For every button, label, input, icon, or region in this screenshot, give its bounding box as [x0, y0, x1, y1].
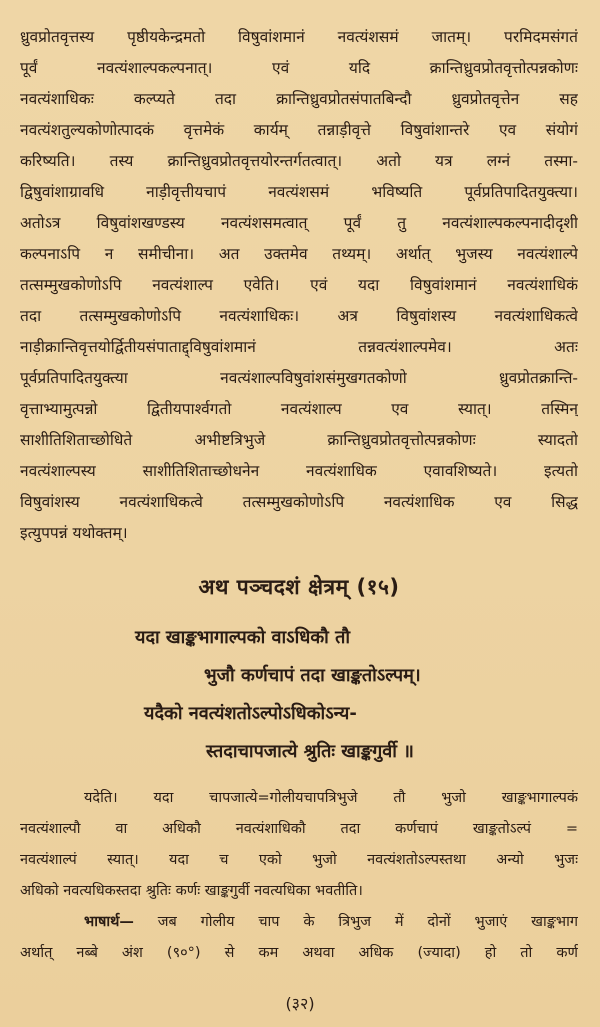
prose-line: करिष्यति। तस्य क्रान्तिध्रुवप्रोतवृत्तयोरन्तर्गतत्वात्। अतो यत्र लग्नं तस्मा- [20, 152, 578, 170]
prose-line: साशीतिशिताच्छोधिते अभीष्टत्रिभुजे क्रान्तिध्रुवप्रोतवृत्तोत्पन्नकोणः स्यादतो [20, 431, 578, 449]
section-heading: अथ पञ्चदशं क्षेत्रम् (१५) [198, 575, 400, 599]
translation-line: अर्थात् नब्बे अंश (९०°) से कम अथवा अधिक (ज्यादा) हो तो कर्ण [20, 945, 578, 961]
prose-line: तत्सम्मुखकोणोऽपि नवत्यंशाल्प एवेति। एवं यदा विषुवांशमानं नवत्यंशाधिकं [20, 276, 578, 294]
prose-line: नवत्यंशाधिकः कल्प्यते तदा क्रान्तिध्रुवप्रोतसंपातबिन्दौ ध्रुवप्रोतवृत्तेन सह [20, 90, 578, 108]
commentary-line: यदेति। यदा चापजात्ये=गोलीयचापत्रिभुजे तौ भुजो खाङ्कभागाल्पकं [84, 790, 578, 806]
commentary-line: अधिको नवत्यधिकस्तदा श्रुतिः कर्णः खाङ्कगुर्वी नवत्यधिका भवतीति। [20, 883, 363, 899]
verse-line: भुजौ कर्णचापं तदा खाङ्कतोऽल्पम्। [204, 665, 421, 686]
translation-line [20, 907, 578, 938]
prose-line: पूर्वं नवत्यंशाल्पकल्पनात्। एवं यदि क्रान्तिध्रुवप्रोतवृत्तोत्पन्नकोणः [20, 59, 578, 77]
prose-line: नाड़ीक्रान्तिवृत्तयोर्द्वितीयसंपाताद्द्विषुवांशमानं तन्नवत्यंशाल्पमेव। अतः [20, 338, 578, 356]
verse-line: यदैको नवत्यंशतोऽल्पोऽधिकोऽन्य- [144, 703, 357, 724]
prose-line: इत्युपपन्नं यथोक्तम्। [20, 524, 128, 542]
prose-line: नवत्यंशाल्पस्य साशीतिशिताच्छोधनेन नवत्यंशाधिक एवावशिष्यते। इत्यतो [20, 462, 578, 480]
translation-paragraph [20, 907, 578, 969]
prose-line: द्विषुवांशाग्रावधि नाड़ीवृत्तीयचापं नवत्यंशसमं भविष्यति पूर्वप्रतिपादितयुक्त्या। [20, 183, 578, 201]
verse-line: स्तदाचापजात्ये श्रुतिः खाङ्कगुर्वी ॥ [206, 741, 414, 762]
prose-line: तदा तत्सम्मुखकोणोऽपि नवत्यंशाधिकः। अत्र विषुवांशस्य नवत्यंशाधिकत्वे [20, 307, 578, 325]
commentary-line: नवत्यंशाल्पं स्यात्। यदा च एको भुजो नवत्यंशतोऽल्पस्तथा अन्यो भुजः [20, 852, 578, 868]
commentary-paragraph [20, 783, 578, 907]
prose-paragraph [20, 22, 578, 549]
verse-line: यदा खाङ्कभागाल्पको वाऽधिकौ तौ [135, 627, 350, 648]
page-number: (३२) [285, 994, 315, 1013]
commentary-line: नवत्यंशाल्पौ वा अधिकौ नवत्यंशाधिकौ तदा कर्णचापं खाङ्कतोऽल्पं = [20, 821, 578, 837]
translation-text: जब गोलीय चाप के त्रिभुज में दोनों भुजाएं खाङ्कभाग [133, 914, 578, 930]
prose-line: विषुवांशस्य नवत्यंशाधिकत्वे तत्सम्मुखकोणोऽपि नवत्यंशाधिक एव सिद्ध [20, 493, 578, 511]
prose-line: नवत्यंशतुल्यकोणोत्पादकं वृत्तमेकं कार्यम् तन्नाड़ीवृत्ते विषुवांशान्तरे एव संयोगं [20, 121, 578, 139]
prose-line: पूर्वप्रतिपादितयुक्त्या नवत्यंशाल्पविषुवांशसंमुखगतकोणो ध्रुवप्रोतक्रान्ति- [20, 369, 578, 387]
prose-line: अतोऽत्र विषुवांशखण्डस्य नवत्यंशसमत्वात् पूर्वं तु नवत्यंशाल्पकल्पनादीदृशी [20, 214, 578, 232]
prose-line: ध्रुवप्रोतवृत्तस्य पृष्ठीयकेन्द्रमतो विषुवांशमानं नवत्यंशसमं जातम्। परमिदमसंगतं [20, 28, 578, 46]
prose-line: कल्पनाऽपि न समीचीना। अत उक्तमेव तथ्यम्। अर्थात् भुजस्य नवत्यंशाल्पे [20, 245, 578, 263]
prose-line: वृत्ताभ्यामुत्पन्नो द्वितीयपार्श्वगतो नवत्यंशाल्प एव स्यात्। तस्मिन् [20, 400, 578, 418]
verse-block [20, 619, 578, 771]
translation-label: भाषार्थ— [84, 914, 134, 930]
